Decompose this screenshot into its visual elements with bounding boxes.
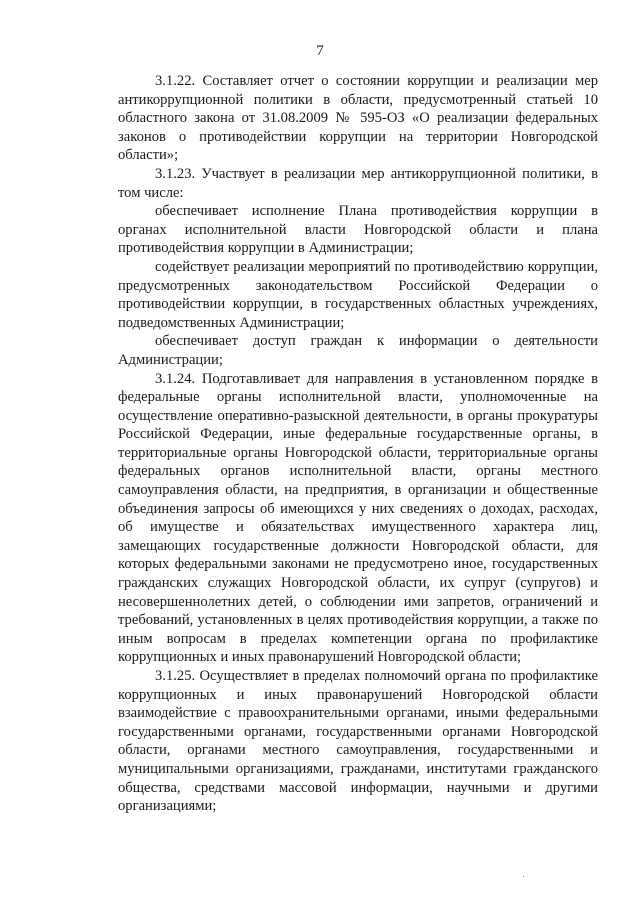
paragraph-3-1-24: 3.1.24. Подготавливает для направления в установленном порядке в федеральные органы исполнительной власти, уполномоченные на осуществление оперативно-разыскной деятельности, в органы прокуратуры Российской Федерации, иные федеральные государственные органы, в территориальные органы Новгородской области, территориальные органы федеральных органов исполнительной власти, органы местного самоуправления области, на предприятия, в организации и общественные объединения запросы об имеющихся у них сведениях о доходах, расходах, об имуществе и обязательствах имущественного характера лиц, замещающих государственные должности Новгородской области, для которых федеральными законами не предусмотрено иное, государственных гражданских служащих Новгородской области, их супруг (супругов) и несовершеннолетних детей, о соблюдении ими запретов, ограничений и требований, установленных в целях противодействия коррупции, а также по иным вопросам в пределах компетенции органа по профилактике коррупционных и иных правонарушений Новгородской области; bbox=[118, 370, 598, 666]
paragraph-3-1-23: 3.1.23. Участвует в реализации мер антикоррупционной политики, в том числе: bbox=[118, 165, 598, 201]
scan-speck bbox=[523, 876, 524, 877]
paragraph-3-1-22: 3.1.22. Составляет отчет о состоянии коррупции и реализации мер антикоррупционной политики в области, предусмотренный статьей 10 областного закона от 31.08.2009 № 595-ОЗ «О реализации федеральных законов о противодействии коррупции на территории Новгородской области»; bbox=[118, 73, 598, 164]
paragraph-item-measures: содействует реализации мероприятий по противодействию коррупции, предусмотренных законодательством Российской Федерации о противодействии коррупции, в государственных областных учреждениях, подведомственных Администрации; bbox=[118, 258, 598, 331]
paragraph-item-plan: обеспечивает исполнение Плана противодействия коррупции в органах исполнительной власти Новгородской области и плана противодействия коррупции в Администрации; bbox=[118, 203, 598, 257]
paragraph-3-1-25: 3.1.25. Осуществляет в пределах полномочий органа по профилактике коррупционных и иных правонарушений Новгородской области взаимодействие с правоохранительными органами, иными федеральными государственными органами, государственными органами Новгородской области, органами местного самоуправления, государственными и муниципальными организациями, гражданами, институтами гражданского общества, средствами массовой информации, научными и другими организациями; bbox=[118, 668, 598, 815]
document-body bbox=[118, 72, 598, 816]
paragraph-item-access: обеспечивает доступ граждан к информации о деятельности Администрации; bbox=[118, 333, 598, 368]
page-number: 7 bbox=[316, 43, 324, 59]
